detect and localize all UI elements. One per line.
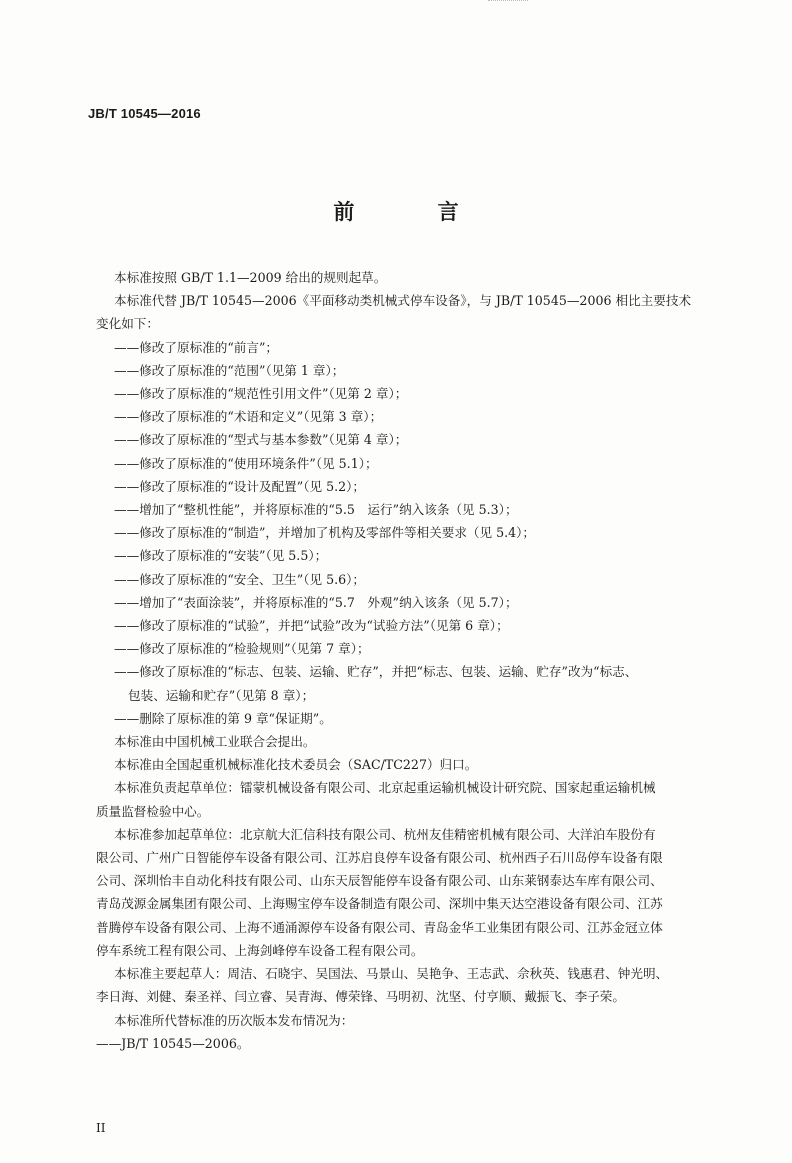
standard-code: JB/T 10545—2016 [88, 106, 201, 121]
change-item: ——修改了原标准的“范围”（见第 1 章）； [114, 362, 345, 378]
change-item: ——修改了原标准的“型式与基本参数”（见第 4 章）； [114, 432, 408, 448]
change-item: ——修改了原标准的“规范性引用文件”（见第 2 章）； [114, 386, 408, 402]
change-item: ——增加了“整机性能”，并将原标准的“5.5 运行”纳入该条（见 5.3）； [114, 502, 518, 518]
history-item: ——JB/T 10545—2006。 [96, 1035, 250, 1051]
participating-unit-line: 普腾停车设备有限公司、上海不通涌源停车设备有限公司、青岛金华工业集团有限公司、江苏金冠立体 [96, 919, 663, 935]
participating-unit-line: 本标准参加起草单位：北京航大汇信科技有限公司、杭州友佳精密机械有限公司、大洋泊车股份有 [114, 826, 656, 842]
change-item: ——修改了原标准的“安装”（见 5.5）； [114, 548, 328, 564]
participating-unit-line: 限公司、广州广日智能停车设备有限公司、江苏启良停车设备有限公司、杭州西子石川岛停车设备有限 [96, 850, 663, 866]
intro-line-2: 本标准代替 JB/T 10545—2006《平面移动类机械式停车设备》，与 JB/T 10545—2006 相比主要技术 [114, 293, 692, 309]
change-item: ——修改了原标准的“试验”，并把“试验”改为“试验方法”（见第 6 章）； [114, 618, 509, 634]
change-item: ——修改了原标准的“制造”，并增加了机构及零部件等相关要求（见 5.4）； [114, 525, 536, 541]
participating-unit-line: 公司、深圳怡丰自动化科技有限公司、山东天辰智能停车设备有限公司、山东莱钢泰达车库有限公司、 [96, 873, 663, 889]
change-item: ——修改了原标准的“检验规则”（见第 7 章）； [114, 641, 370, 657]
change-item: ——修改了原标准的“设计及配置”（见 5.2）； [114, 478, 365, 494]
change-item: ——修改了原标准的“术语和定义”（见第 3 章）； [114, 409, 383, 425]
change-item: ——修改了原标准的“使用环境条件”（见 5.1）； [114, 455, 378, 471]
change-item: ——修改了原标准的“标志、包装、运输、贮存”，并把“标志、包装、运输、贮存”改为“标志、 [114, 664, 638, 680]
drafters-line: 李日海、刘健、秦圣祥、闫立睿、吴青海、傅荣锋、马明初、沈坚、付亨顺、戴振飞、李子荣。 [96, 989, 625, 1005]
page-number: II [96, 1121, 106, 1135]
drafting-unit-line: 本标准负责起草单位：镭蒙机械设备有限公司、北京起重运输机械设计研究院、国家起重运输机械 [114, 780, 656, 796]
foreword-body [96, 266, 764, 1055]
intro-line-1: 本标准按照 GB/T 1.1—2009 给出的规则起草。 [114, 270, 387, 285]
participating-unit-line: 停车系统工程有限公司、上海剑峰停车设备工程有限公司。 [96, 942, 424, 958]
drafting-unit-line: 质量监督检验中心。 [96, 803, 210, 819]
change-item: ——增加了“表面涂装”，并将原标准的“5.7 外观”纳入该条（见 5.7）； [114, 594, 518, 610]
change-item: ——删除了原标准的第 9 章“保证期”。 [114, 710, 332, 726]
proposer-paragraph: 本标准由中国机械工业联合会提出。 [114, 734, 316, 750]
intro-line-3: 变化如下： [96, 316, 159, 332]
change-item: ——修改了原标准的“安全、卫生”（见 5.6）； [114, 571, 365, 587]
change-item-continuation: 包装、运输和贮存”（见第 8 章）； [128, 687, 315, 703]
scan-edge-mark [488, 0, 528, 3]
history-heading: 本标准所代替标准的历次版本发布情况为： [114, 1012, 354, 1028]
change-item: ——修改了原标准的“前言”； [114, 339, 279, 355]
centralized-paragraph: 本标准由全国起重机械标准化技术委员会（SAC/TC227）归口。 [114, 757, 478, 773]
drafters-line: 本标准主要起草人：周洁、石晓宇、吴国法、马景山、吴艳争、王志武、佘秋英、钱惠君、钟光明、 [114, 966, 669, 982]
participating-unit-line: 青岛茂源金属集团有限公司、上海赐宝停车设备制造有限公司、深圳中集天达空港设备有限公司、江苏 [96, 896, 663, 912]
page-title: 前 言 [333, 200, 497, 224]
